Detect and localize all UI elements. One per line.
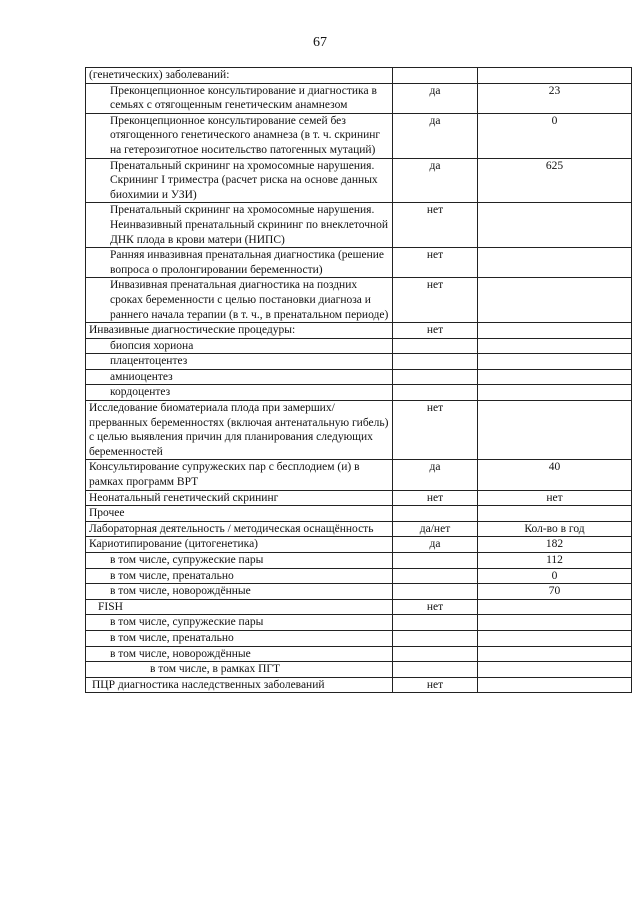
row-availability: нет — [393, 490, 478, 506]
row-availability: да — [393, 83, 478, 113]
row-count — [478, 401, 632, 460]
row-count — [478, 323, 632, 339]
row-count — [478, 506, 632, 522]
table-row — [86, 677, 632, 693]
row-label: Пренатальный скрининг на хромосомные нарушения. Скрининг I триместра (расчет риска на основе данных биохимии и УЗИ) — [86, 158, 393, 203]
row-label: Преконцепционное консультирование семей без отягощенного генетического анамнеза (в т. ч. скрининг на гетерозиготное носительство патогенных мутаций) — [86, 113, 393, 158]
row-count — [478, 662, 632, 678]
table-row — [86, 599, 632, 615]
row-label: Преконцепционное консультирование и диагностика в семьях с отягощенным генетическим анамнезом — [86, 83, 393, 113]
row-availability: нет — [393, 599, 478, 615]
row-count — [478, 203, 632, 248]
table-row — [86, 521, 632, 537]
table-row — [86, 68, 632, 84]
table-row — [86, 323, 632, 339]
row-count — [478, 677, 632, 693]
row-label: Ранняя инвазивная пренатальная диагностика (решение вопроса о пролонгировании беременности) — [86, 248, 393, 278]
table-row — [86, 338, 632, 354]
row-availability: нет — [393, 203, 478, 248]
row-count — [478, 354, 632, 370]
row-availability — [393, 506, 478, 522]
page-number: 67 — [313, 35, 327, 50]
row-availability — [393, 646, 478, 662]
row-label: в том числе, супружеские пары — [86, 615, 393, 631]
row-count: Кол-во в год — [478, 521, 632, 537]
row-availability — [393, 630, 478, 646]
table-row — [86, 203, 632, 248]
row-label: Исследование биоматериала плода при замерших/прерванных беременностях (включая антенатальную гибель) с целью выявления причин для планирования следующих беременностей — [86, 401, 393, 460]
row-availability — [393, 68, 478, 84]
row-availability: да/нет — [393, 521, 478, 537]
row-count: 0 — [478, 113, 632, 158]
row-availability — [393, 568, 478, 584]
table-row — [86, 662, 632, 678]
row-label: в том числе, пренатально — [86, 568, 393, 584]
table-row — [86, 83, 632, 113]
table-row — [86, 369, 632, 385]
row-label: Лабораторная деятельность / методическая оснащённость — [86, 521, 393, 537]
table-row — [86, 385, 632, 401]
row-label: Инвазивная пренатальная диагностика на поздних сроках беременности с целью постановки диагноза и раннего начала терапии (в т. ч., в пренатальном периоде) — [86, 278, 393, 323]
row-label: в том числе, новорождённые — [86, 646, 393, 662]
row-label: FISH — [86, 599, 393, 615]
table-row — [86, 537, 632, 553]
row-availability — [393, 615, 478, 631]
row-label: Кариотипирование (цитогенетика) — [86, 537, 393, 553]
row-availability: да — [393, 158, 478, 203]
table-row — [86, 460, 632, 490]
row-count: 182 — [478, 537, 632, 553]
table-row — [86, 278, 632, 323]
row-label: (генетических) заболеваний: — [86, 68, 393, 84]
row-availability — [393, 338, 478, 354]
row-availability: нет — [393, 677, 478, 693]
table-row — [86, 248, 632, 278]
row-count — [478, 278, 632, 323]
row-availability — [393, 553, 478, 569]
table-row — [86, 354, 632, 370]
row-label: Неонатальный генетический скрининг — [86, 490, 393, 506]
row-label: амниоцентез — [86, 369, 393, 385]
row-count: 0 — [478, 568, 632, 584]
row-count: 112 — [478, 553, 632, 569]
table-row — [86, 584, 632, 600]
table-body — [86, 68, 632, 693]
row-availability — [393, 385, 478, 401]
row-count: 40 — [478, 460, 632, 490]
row-label: Инвазивные диагностические процедуры: — [86, 323, 393, 339]
row-count — [478, 369, 632, 385]
row-count — [478, 646, 632, 662]
row-count — [478, 385, 632, 401]
table-row — [86, 615, 632, 631]
row-label: ПЦР диагностика наследственных заболеваний — [86, 677, 393, 693]
table-row — [86, 506, 632, 522]
row-label: в том числе, в рамках ПГТ — [86, 662, 393, 678]
row-count: 625 — [478, 158, 632, 203]
row-label: Пренатальный скрининг на хромосомные нарушения. Неинвазивный пренатальный скрининг по внеклеточной ДНК плода в крови матери (НИПС) — [86, 203, 393, 248]
row-count: 70 — [478, 584, 632, 600]
row-label: в том числе, пренатально — [86, 630, 393, 646]
row-availability — [393, 369, 478, 385]
row-availability: нет — [393, 323, 478, 339]
row-label: в том числе, новорождённые — [86, 584, 393, 600]
table-row — [86, 490, 632, 506]
row-label: биопсия хориона — [86, 338, 393, 354]
row-label: плацентоцентез — [86, 354, 393, 370]
row-count: нет — [478, 490, 632, 506]
row-availability: нет — [393, 248, 478, 278]
row-count — [478, 630, 632, 646]
table-row — [86, 568, 632, 584]
row-availability: нет — [393, 278, 478, 323]
row-count: 23 — [478, 83, 632, 113]
row-availability — [393, 662, 478, 678]
row-label: Прочее — [86, 506, 393, 522]
row-availability — [393, 584, 478, 600]
row-availability: да — [393, 460, 478, 490]
table-row — [86, 113, 632, 158]
document-table — [85, 67, 632, 693]
row-label: кордоцентез — [86, 385, 393, 401]
table-row — [86, 158, 632, 203]
row-availability: да — [393, 537, 478, 553]
row-count — [478, 68, 632, 84]
row-label: Консультирование супружеских пар с бесплодием (и) в рамках программ ВРТ — [86, 460, 393, 490]
row-availability — [393, 354, 478, 370]
row-count — [478, 615, 632, 631]
row-count — [478, 338, 632, 354]
table-row — [86, 630, 632, 646]
row-label: в том числе, супружеские пары — [86, 553, 393, 569]
table-row — [86, 401, 632, 460]
table-row — [86, 646, 632, 662]
row-availability: да — [393, 113, 478, 158]
row-count — [478, 599, 632, 615]
row-availability: нет — [393, 401, 478, 460]
table-row — [86, 553, 632, 569]
row-count — [478, 248, 632, 278]
